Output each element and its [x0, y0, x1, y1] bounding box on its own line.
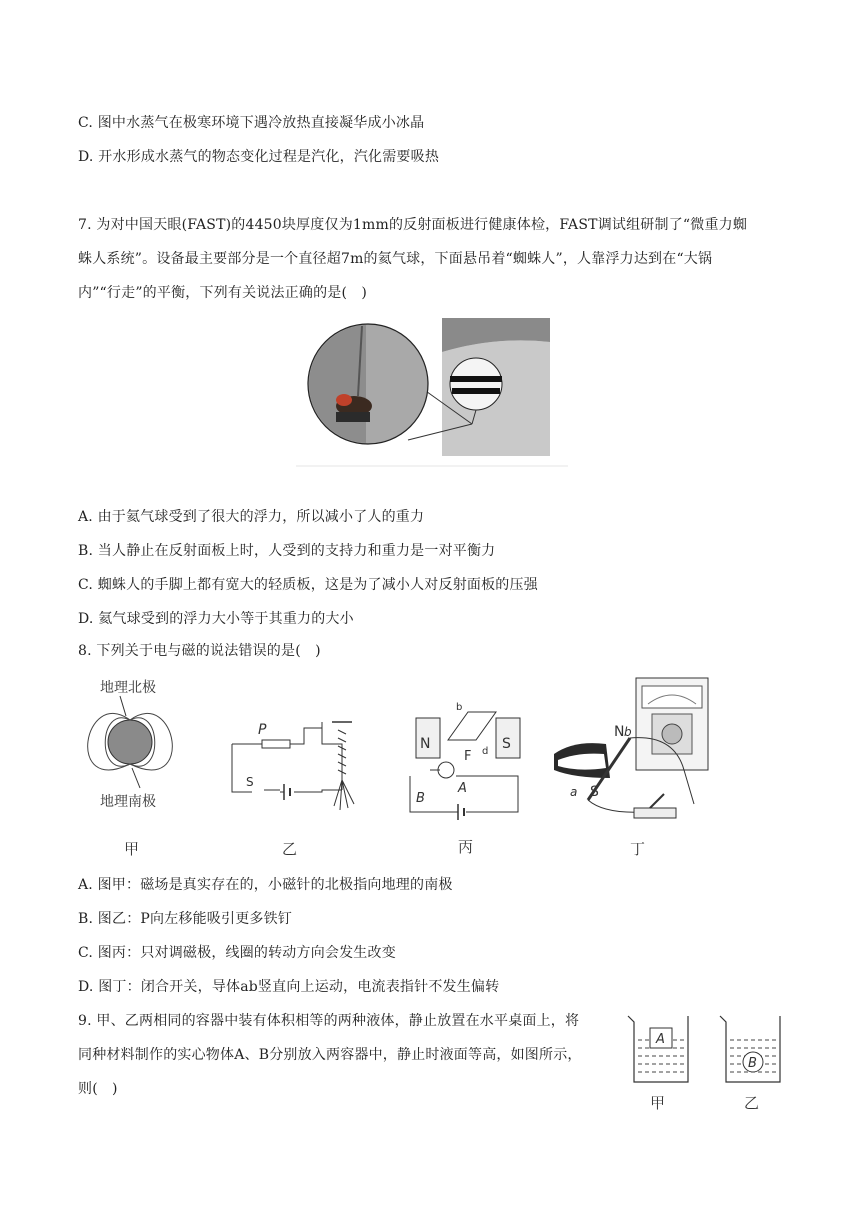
q9-stem-line-3: 则( ): [78, 1081, 118, 1097]
bing-d-label: d: [482, 746, 489, 757]
object-b-label: B: [748, 1056, 757, 1071]
q9-stem-line-1: 9. 甲、乙两相同的容器中装有体积相等的两种液体，静止放置在水平桌面上，将: [78, 1013, 580, 1029]
bing-b-field-label: B: [416, 791, 425, 806]
q6-option-d: D. 开水形成水蒸气的物态变化过程是汽化，汽化需要吸热: [78, 149, 440, 165]
ding-b-label: b: [624, 725, 632, 739]
q8-figure-jia: [74, 676, 204, 862]
q8-figure-ding: [544, 674, 714, 862]
bing-s-label: S: [502, 736, 511, 752]
caption-jia: 甲: [124, 840, 140, 858]
q8-option-c: C. 图丙：只对调磁极，线圈的转动方向会发生改变: [78, 945, 396, 961]
q7-option-c: C. 蜘蛛人的手脚上都有宽大的轻质板，这是为了减小人对反射面板的压强: [78, 577, 538, 593]
caption-ding: 丁: [630, 840, 646, 858]
q7-figure-photo: [296, 312, 568, 468]
q8-figure-bing: [400, 700, 530, 862]
jia-south-label: 地理南极: [100, 794, 156, 810]
bing-b-label: b: [456, 702, 463, 713]
q8-figure-yi: [222, 710, 372, 862]
q7-option-b: B. 当人静止在反射面板上时，人受到的支持力和重力是一对平衡力: [78, 543, 496, 559]
beaker-jia: [628, 1016, 688, 1112]
bing-n-label: N: [420, 736, 431, 752]
ding-a-label: a: [570, 785, 578, 799]
beaker-yi: [720, 1016, 780, 1112]
q6-option-c: C. 图中水蒸气在极寒环境下遇冷放热直接凝华成小冰晶: [78, 115, 425, 131]
q9-stem-line-2: 同种材料制作的实心物体A、B分别放入两容器中，静止时液面等高，如图所示，: [78, 1047, 582, 1063]
q8-option-b: B. 图乙：P向左移能吸引更多铁钉: [78, 911, 293, 927]
object-a-label: A: [656, 1032, 665, 1047]
caption-bing: 丙: [458, 838, 474, 856]
q7-option-a: A. 由于氦气球受到了很大的浮力，所以减小了人的重力: [78, 509, 425, 525]
q7-stem-line-1: 7. 为对中国天眼(FAST)的4450块厚度仅为1mm的反射面板进行健康体检，FAST调试组研制了“微重力蜘: [78, 217, 748, 233]
caption-yi: 乙: [744, 1094, 760, 1112]
q8-stem: 8. 下列关于电与磁的说法错误的是( ): [78, 643, 321, 659]
yi-p-label: P: [258, 722, 267, 738]
bing-f-label: F: [464, 749, 472, 764]
q7-option-d: D. 氦气球受到的浮力大小等于其重力的大小: [78, 611, 354, 627]
jia-north-label: 地理北极: [100, 680, 156, 696]
q8-option-a: A. 图甲：磁场是真实存在的，小磁针的北极指向地理的南极: [78, 877, 453, 893]
q7-stem-line-3: 内”“行走”的平衡，下列有关说法正确的是( ): [78, 285, 367, 301]
ding-n-label: N: [614, 724, 625, 740]
q8-option-d: D. 图丁：闭合开关，导体ab竖直向上运动，电流表指针不发生偏转: [78, 979, 500, 995]
yi-s-label: S: [246, 775, 254, 789]
bing-a-label: A: [458, 781, 467, 796]
caption-yi: 乙: [282, 840, 298, 858]
q9-figure-beakers: [620, 1008, 790, 1118]
q7-stem-line-2: 蛛人系统”。设备最主要部分是一个直径超7m的氦气球，下面悬吊着“蜘蛛人”，人靠浮力达到在“大锅: [78, 251, 713, 267]
caption-jia: 甲: [650, 1094, 666, 1112]
ding-s-label: S: [590, 784, 599, 800]
